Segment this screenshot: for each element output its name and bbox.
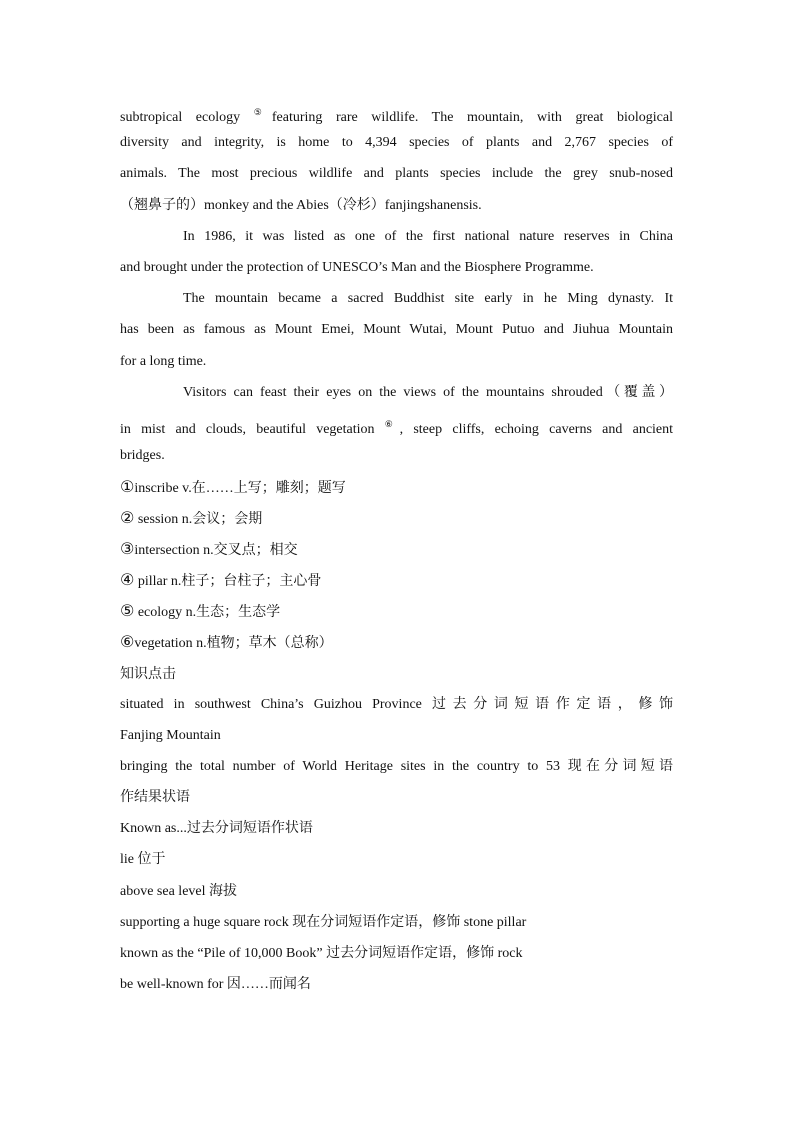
paragraph-line [120,414,673,440]
circled-number: ⑥ [120,632,135,651]
note-line: Fanjing Mountain [120,728,221,743]
glossary-text: inscribe v.在……上写；雕刻；题写 [134,481,346,496]
note-line: supporting a huge square rock 现在分词短语作定语，修饰 stone pillar [120,915,527,930]
note-line: Known as...过去分词短语作状语 [120,821,313,836]
glossary-text: pillar n.柱子；台柱子；主心骨 [137,574,322,589]
note-line: lie 位于 [120,852,166,867]
circled-number: ② [120,508,135,527]
glossary-text: vegetation n.植物；草木（总称） [134,636,333,651]
paragraph-line: has been as famous as Mount Emei, Mount Wutai, Mount Putuo and Jiuhua Mountain [120,322,673,337]
circled-number: ① [120,477,135,496]
glossary-item [120,570,321,592]
glossary-text: ecology n.生态；生态学 [137,605,281,620]
glossary-text: session n.会议；会期 [137,512,263,527]
text-span: subtropical ecology [120,110,241,125]
glossary-item [120,601,280,623]
paragraph-line: diversity and integrity, is home to 4,394 species of plants and 2,767 species of [120,135,673,150]
note-line: 作结果状语 [120,790,190,805]
glossary-item [120,632,333,654]
notes-heading: 知识点击 [120,666,176,682]
paragraph-line: Visitors can feast their eyes on the views of the mountains shrouded（覆盖） [183,385,673,400]
paragraph-line: In 1986, it was listed as one of the first national nature reserves in China [183,229,673,244]
text-span: in mist and clouds, beautiful vegetation [120,422,375,437]
footnote-marker: ⑥ [384,419,400,429]
note-line: be well-known for 因……而闻名 [120,977,311,992]
circled-number: ③ [120,539,135,558]
glossary-item [120,477,346,499]
circled-number: ⑤ [120,601,135,620]
glossary-item [120,539,298,561]
circled-number: ④ [120,570,135,589]
note-line: situated in southwest China’s Guizhou Province 过去分词短语作定语，修饰 [120,697,673,712]
paragraph-line: for a long time. [120,354,207,369]
paragraph-line: animals. The most precious wildlife and plants species include the grey snub-nosed [120,166,673,181]
text-span: featuring rare wildlife. The mountain, with great biological [271,110,673,125]
paragraph-line: （翘鼻子的）monkey and the Abies（冷杉）fanjingshanensis. [120,198,482,213]
paragraph-line: and brought under the protection of UNESCO’s Man and the Biosphere Programme. [120,260,594,275]
note-line: above sea level 海拔 [120,884,238,899]
note-line: bringing the total number of World Heritage sites in the country to 53 现在分词短语 [120,759,673,774]
note-line: known as the “Pile of 10,000 Book” 过去分词短语作定语，修饰 rock [120,946,523,961]
footnote-marker: ⑤ [253,107,272,117]
glossary-text: intersection n.交叉点；相交 [134,543,298,558]
paragraph-line: The mountain became a sacred Buddhist site early in he Ming dynasty. It [183,291,673,306]
paragraph-line [120,102,673,128]
text-span: , steep cliffs, echoing caverns and ancient [399,422,674,437]
glossary-item [120,508,262,530]
paragraph-line: bridges. [120,448,165,463]
